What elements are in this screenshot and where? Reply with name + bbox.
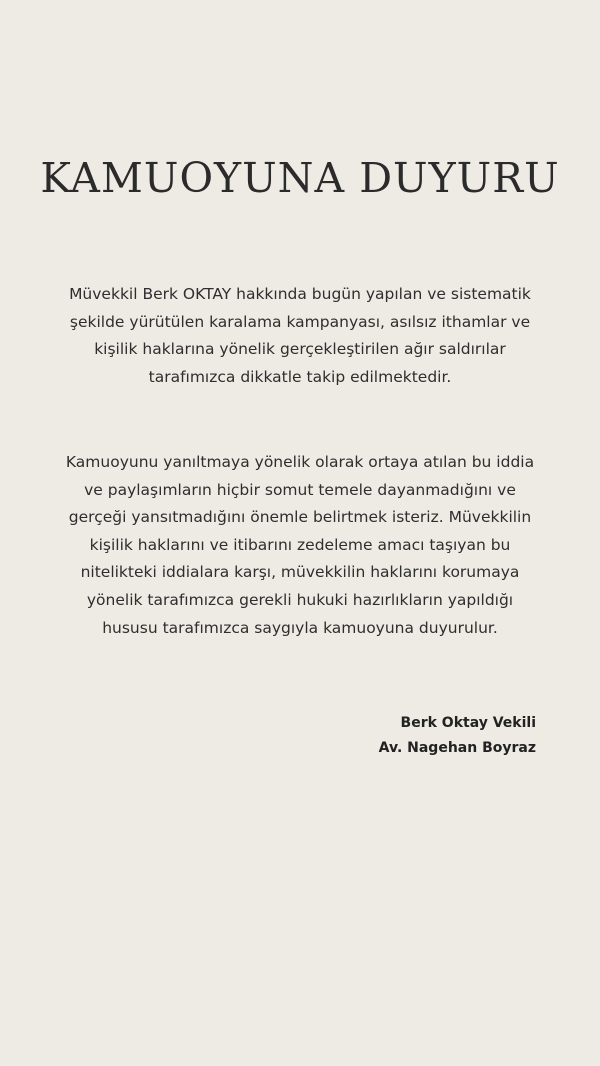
- signature-name: Av. Nagehan Boyraz: [378, 740, 536, 756]
- announcement-title: KAMUOYUNA DUYURU: [40, 154, 560, 202]
- signature-title: Berk Oktay Vekili: [400, 715, 536, 731]
- signature-block: [379, 711, 536, 761]
- paragraph-1: Müvekkil Berk OKTAY hakkında bugün yapılan ve sistematik şekilde yürütülen karalama kampanyası, asılsız ithamlar ve kişilik haklarına yönelik gerçekleştirilen ağır saldırılar tarafımızca dikkatle takip edilmektedir.: [69, 285, 531, 386]
- paragraph-2: Kamuoyunu yanıltmaya yönelik olarak ortaya atılan bu iddia ve paylaşımların hiçbir somut temele dayanmadığını ve gerçeği yansıtmadığını önemle belirtmek isteriz. Müvekkilin kişilik haklarını ve itibarını zedeleme amacı taşıyan bu nitelikteki iddialara karşı, müvekkilin haklarını korumaya yönelik tarafımızca gerekli hukuki hazırlıkların yapıldığı hususu tarafımızca saygıyla kamuoyuna duyurulur.: [65, 453, 535, 637]
